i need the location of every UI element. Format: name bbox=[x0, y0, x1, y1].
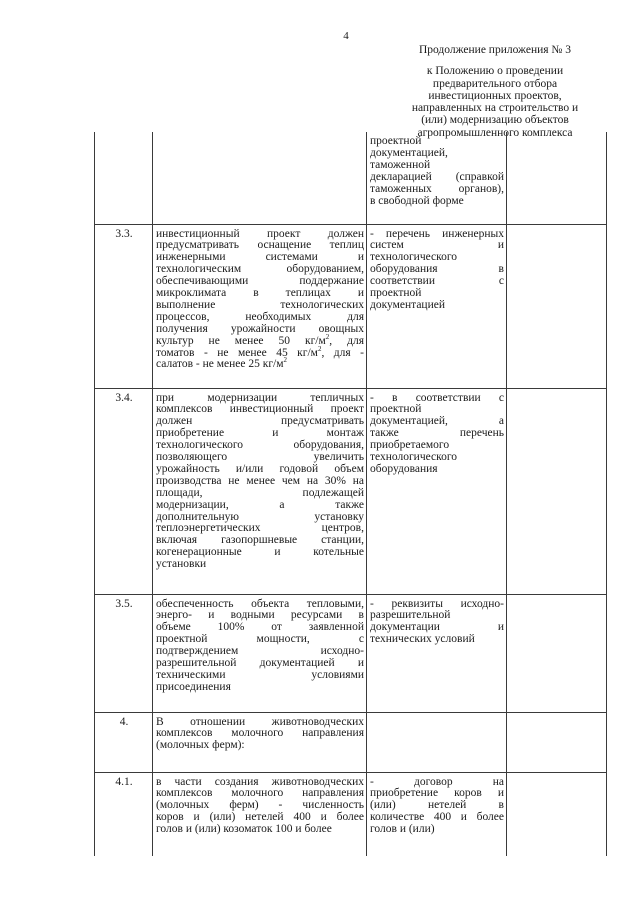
row-number-cell: 4. bbox=[95, 712, 153, 772]
requirement-line: В отношении животноводческих bbox=[156, 715, 364, 728]
documents-cell bbox=[367, 712, 507, 772]
requirement-line: когенерационные и котельные bbox=[156, 546, 364, 559]
requirement-line: при модернизации тепличных bbox=[156, 391, 364, 404]
requirement-line: инвестиционный проект должен bbox=[156, 227, 364, 240]
document-line: количестве 400 и более bbox=[370, 811, 504, 824]
requirement-line: площади, подлежащей bbox=[156, 486, 364, 499]
document-line: проектной bbox=[370, 135, 422, 147]
document-line: - реквизиты исходно- bbox=[370, 597, 504, 610]
requirement-line: проектной мощности, с bbox=[156, 633, 364, 646]
appendix-header-line: (или) модернизацию объектов bbox=[421, 114, 569, 127]
document-line: приобретаемого bbox=[370, 439, 450, 452]
document-line: - перечень инженерных bbox=[370, 227, 504, 240]
requirement-line: процессов, необходимых для bbox=[156, 310, 364, 323]
document-line: документацией, а bbox=[370, 415, 504, 428]
requirement-line: установки bbox=[156, 558, 207, 571]
document-line: документации и bbox=[370, 621, 504, 634]
requirement-line: коров и (или) нетелей 400 и более bbox=[156, 811, 364, 824]
table-row bbox=[95, 772, 607, 856]
document-line: - в соответствии с bbox=[370, 391, 504, 404]
document-line: таможенных органов), bbox=[370, 182, 504, 195]
document-line: соответствии с bbox=[370, 275, 504, 288]
requirements-table bbox=[94, 132, 607, 856]
requirement-line: включая газопоршневые станции, bbox=[156, 534, 364, 547]
documents-cell bbox=[367, 132, 507, 224]
appendix-header-line: инвестиционных проектов, bbox=[428, 89, 562, 102]
documents-cell bbox=[367, 594, 507, 712]
documents-cell bbox=[367, 388, 507, 594]
requirement-line: салатов - не менее 25 $кг/м^2$ bbox=[156, 356, 288, 371]
row-number-cell bbox=[95, 132, 153, 224]
document-line: голов и (или) bbox=[370, 823, 435, 836]
requirement-line: модернизации, а также bbox=[156, 498, 364, 511]
requirement-line: приобретение и монтаж bbox=[156, 427, 364, 440]
requirement-line: комплексов молочного направления bbox=[156, 727, 364, 740]
appendix-header-line: предварительного отбора bbox=[432, 77, 558, 90]
requirement-line: энерго- и водными ресурсами в bbox=[156, 609, 364, 622]
requirement-line: предусматривать оснащение теплиц bbox=[156, 239, 364, 252]
requirement-line: урожайность и/или годовой объем bbox=[156, 462, 364, 475]
requirement-line: обеспеченность объекта тепловыми, bbox=[156, 597, 364, 610]
document-line: в свободной форме bbox=[370, 194, 464, 207]
requirement-line: комплексов инвестиционный проект bbox=[156, 403, 364, 416]
table-row bbox=[95, 132, 607, 224]
document-line: систем и bbox=[370, 239, 504, 252]
documents-cell bbox=[367, 772, 507, 856]
requirement-line: получения урожайности овощных bbox=[156, 322, 364, 335]
requirement-line: комплексов молочного направления bbox=[156, 787, 364, 800]
document-line: оборудования bbox=[370, 462, 438, 475]
requirement-line: должен предусматривать bbox=[156, 415, 364, 428]
requirement-line: культур не менее 50 $кг/м^2$, для bbox=[156, 332, 364, 347]
empty-cell bbox=[507, 712, 607, 772]
requirement-line: (молочных ферм) - численность bbox=[156, 799, 364, 812]
document-line: разрешительной bbox=[370, 609, 451, 622]
appendix-header-line: агропромышленного комплекса bbox=[417, 126, 573, 139]
requirement-line: в части создания животноводческих bbox=[156, 775, 364, 788]
document-line: декларацией (справкой bbox=[370, 170, 504, 183]
document-line: документацией bbox=[370, 298, 445, 311]
document-line: документацией, bbox=[370, 146, 448, 159]
document-line: оборудования в bbox=[370, 263, 504, 276]
requirement-cell bbox=[153, 132, 367, 224]
requirement-line: (молочных ферм): bbox=[156, 739, 245, 752]
document-line: - договор на bbox=[370, 775, 504, 788]
table-row bbox=[95, 594, 607, 712]
document-line: таможенной bbox=[370, 158, 431, 171]
document-line: проектной bbox=[370, 403, 422, 416]
table-row bbox=[95, 712, 607, 772]
documents-cell bbox=[367, 224, 507, 388]
requirement-cell bbox=[153, 224, 367, 388]
requirement-line: дополнительную установку bbox=[156, 510, 364, 523]
empty-cell bbox=[507, 132, 607, 224]
requirement-line: техническими условиями bbox=[156, 668, 364, 681]
requirement-cell bbox=[153, 772, 367, 856]
requirement-line: теплоэнергетических центров, bbox=[156, 522, 364, 535]
requirement-line: производства не менее чем на 30% на bbox=[156, 474, 364, 487]
table-row bbox=[95, 388, 607, 594]
requirement-line: микроклимата в теплицах и bbox=[156, 287, 364, 300]
document-line: приобретение коров и bbox=[370, 787, 504, 800]
document-line: технологического bbox=[370, 451, 458, 464]
requirement-line: голов и (или) козоматок 100 и более bbox=[156, 823, 332, 836]
appendix-header-line: направленных на строительство и bbox=[411, 102, 579, 115]
document-line: технических условий bbox=[370, 633, 475, 646]
requirement-cell bbox=[153, 388, 367, 594]
requirement-line: разрешительной документацией и bbox=[156, 657, 364, 670]
requirement-line: объеме 100% от заявленной bbox=[156, 621, 364, 634]
document-line: проектной bbox=[370, 287, 422, 300]
requirement-line: обеспечивающими поддержание bbox=[156, 275, 364, 288]
empty-cell bbox=[507, 594, 607, 712]
requirement-line: позволяющего увеличить bbox=[156, 451, 364, 464]
document-line: также перечень bbox=[370, 427, 504, 440]
requirement-line: томатов - не менее 45 $кг/м^2$, для - bbox=[156, 344, 364, 359]
document-line: (или) нетелей в bbox=[370, 799, 504, 812]
empty-cell bbox=[507, 388, 607, 594]
requirement-line: выполнение технологических bbox=[156, 298, 364, 311]
appendix-header bbox=[392, 44, 598, 139]
row-number-cell: 3.4. bbox=[95, 388, 153, 594]
requirement-line: технологического оборудования, bbox=[156, 439, 364, 452]
row-number-cell: 4.1. bbox=[95, 772, 153, 856]
requirement-line: инженерными системами и bbox=[156, 251, 364, 264]
page-number: 4 bbox=[343, 30, 349, 42]
empty-cell bbox=[507, 224, 607, 388]
requirement-line: технологическим оборудованием, bbox=[156, 263, 364, 276]
requirement-line: присоединения bbox=[156, 680, 231, 693]
appendix-header-line: к Положению о проведении bbox=[426, 65, 564, 78]
row-number-cell: 3.3. bbox=[95, 224, 153, 388]
empty-cell bbox=[507, 772, 607, 856]
table-row bbox=[95, 224, 607, 388]
requirement-cell bbox=[153, 712, 367, 772]
appendix-title: Продолжение приложения № 3 bbox=[418, 44, 572, 56]
requirement-cell bbox=[153, 594, 367, 712]
document-line: технологического bbox=[370, 251, 458, 264]
requirement-line: подтверждением исходно- bbox=[156, 645, 364, 658]
row-number-cell: 3.5. bbox=[95, 594, 153, 712]
